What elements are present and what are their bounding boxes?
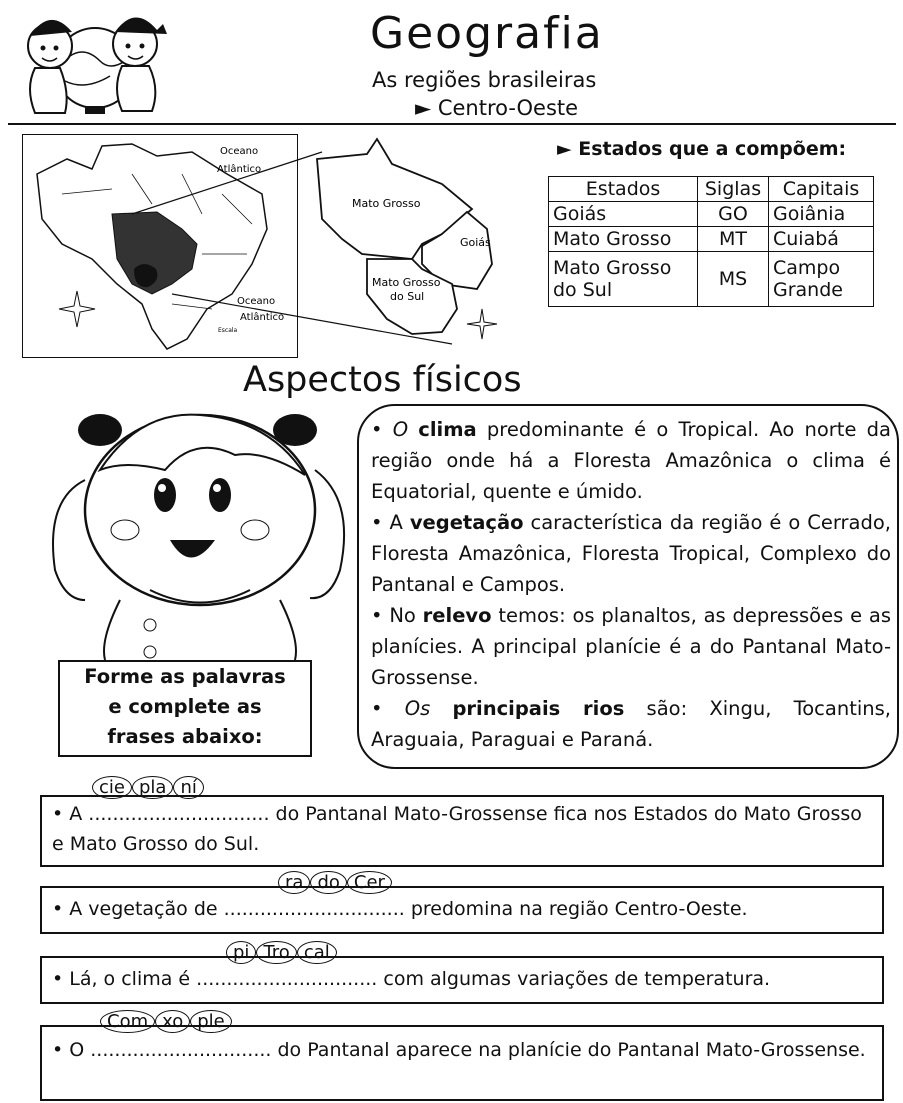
sign-line: frases abaixo:: [107, 725, 263, 748]
syllable-bubble: Tro: [256, 941, 296, 964]
syllable-bubble: ra: [278, 871, 310, 894]
cell-capital: Cuiabá: [769, 227, 874, 252]
aspect-item-vegetacao: • A vegetação característica da região é o Cerrado, Floresta Amazônica, Floresta Tropical, Complexo do Pantanal e Campos.: [371, 511, 891, 596]
exercise-sentence: • Lá, o clima é .............................. com algumas variações de temperatura.: [52, 968, 771, 990]
cell-sigla: GO: [698, 202, 769, 227]
page-subtitle: As regiões brasileiras: [372, 68, 597, 92]
answer-blank[interactable]: ..............................: [196, 968, 378, 990]
syllable-bubble: xo: [155, 1010, 190, 1033]
ocean-bottom-line2: Atlântico: [240, 312, 285, 323]
compass-rose-icon: [59, 291, 95, 327]
syllable-bubble: Cer: [347, 871, 392, 894]
col-estados: Estados: [549, 177, 698, 202]
sign-line: Forme as palavras: [84, 665, 286, 688]
col-siglas: Siglas: [698, 177, 769, 202]
map-state-go: Goiás: [460, 236, 491, 249]
table-row: [549, 227, 874, 252]
instruction-sign: [58, 660, 312, 757]
sign-line: e complete as: [108, 695, 262, 718]
table-row: [549, 252, 874, 307]
syllable-bubble: cal: [297, 941, 337, 964]
compass-rose-small-icon: [467, 309, 497, 339]
cell-capital: Goiânia: [769, 202, 874, 227]
map-state-ms-line2: do Sul: [390, 290, 425, 303]
map-state-ms-line1: Mato Grosso: [372, 276, 441, 289]
syllable-bubble: pi: [226, 941, 256, 964]
aspects-title: Aspectos físicos: [243, 360, 522, 400]
answer-blank[interactable]: ..............................: [88, 803, 270, 825]
kids-globe-illustration: [10, 6, 180, 124]
map-scale: Escala: [218, 327, 238, 334]
cell-estado: Mato Grosso: [549, 227, 698, 252]
table-row: [549, 202, 874, 227]
syllable-bubble: ní: [173, 776, 203, 799]
ocean-top-line2: Atlântico: [217, 164, 262, 175]
exercise-sentence: • A vegetação de .............................. predomina na região Centro-Oeste.: [52, 898, 748, 920]
ocean-bottom-line1: Oceano: [237, 296, 276, 307]
syllable-bubble: Com: [100, 1010, 155, 1033]
cell-capital: Campo Grande: [769, 252, 874, 307]
cell-estado: Goiás: [549, 202, 698, 227]
page-title: Geografia: [370, 8, 604, 59]
girl-illustration: [40, 400, 370, 700]
syllable-bubble: pla: [132, 776, 173, 799]
ocean-top-line1: Oceano: [220, 146, 259, 157]
map-state-mt: Mato Grosso: [352, 197, 421, 210]
cell-sigla: MT: [698, 227, 769, 252]
exercise-sentence: • A .............................. do Pantanal Mato-Grossense fica nos Estados do Mato Grosso e Mato Grosso do Sul.: [52, 803, 862, 855]
states-table: [548, 176, 874, 307]
syllable-bubble: do: [310, 871, 346, 894]
aspect-item-rios: • Os principais rios são: Xingu, Tocantins, Araguaia, Paraguai e Paraná.: [371, 697, 891, 751]
cell-sigla: MS: [698, 252, 769, 307]
cell-estado: Mato Grosso do Sul: [549, 252, 698, 307]
states-heading: ► Estados que a compõem:: [557, 138, 847, 160]
syllable-bubble: cie: [92, 776, 132, 799]
region-label: ► Centro-Oeste: [415, 96, 579, 120]
aspects-speech-bubble: [357, 404, 899, 769]
brazil-map: [22, 134, 502, 359]
answer-blank[interactable]: ..............................: [90, 1039, 272, 1061]
exercise-sentence: • O .............................. do Pantanal aparece na planície do Pantanal Mato-Grossense.: [52, 1039, 866, 1061]
syllable-bubble: ple: [190, 1010, 232, 1033]
col-capitais: Capitais: [769, 177, 874, 202]
header-divider: [8, 123, 896, 125]
aspect-item-relevo: • No relevo temos: os planaltos, as depressões e as planícies. A principal planície é a do Pantanal Mato-Grossense.: [371, 604, 891, 689]
answer-blank[interactable]: ..............................: [223, 898, 405, 920]
aspect-item-clima: • O clima predominante é o Tropical. Ao norte da região onde há a Floresta Amazônica o clima é Equatorial, quente e úmido.: [371, 418, 891, 503]
